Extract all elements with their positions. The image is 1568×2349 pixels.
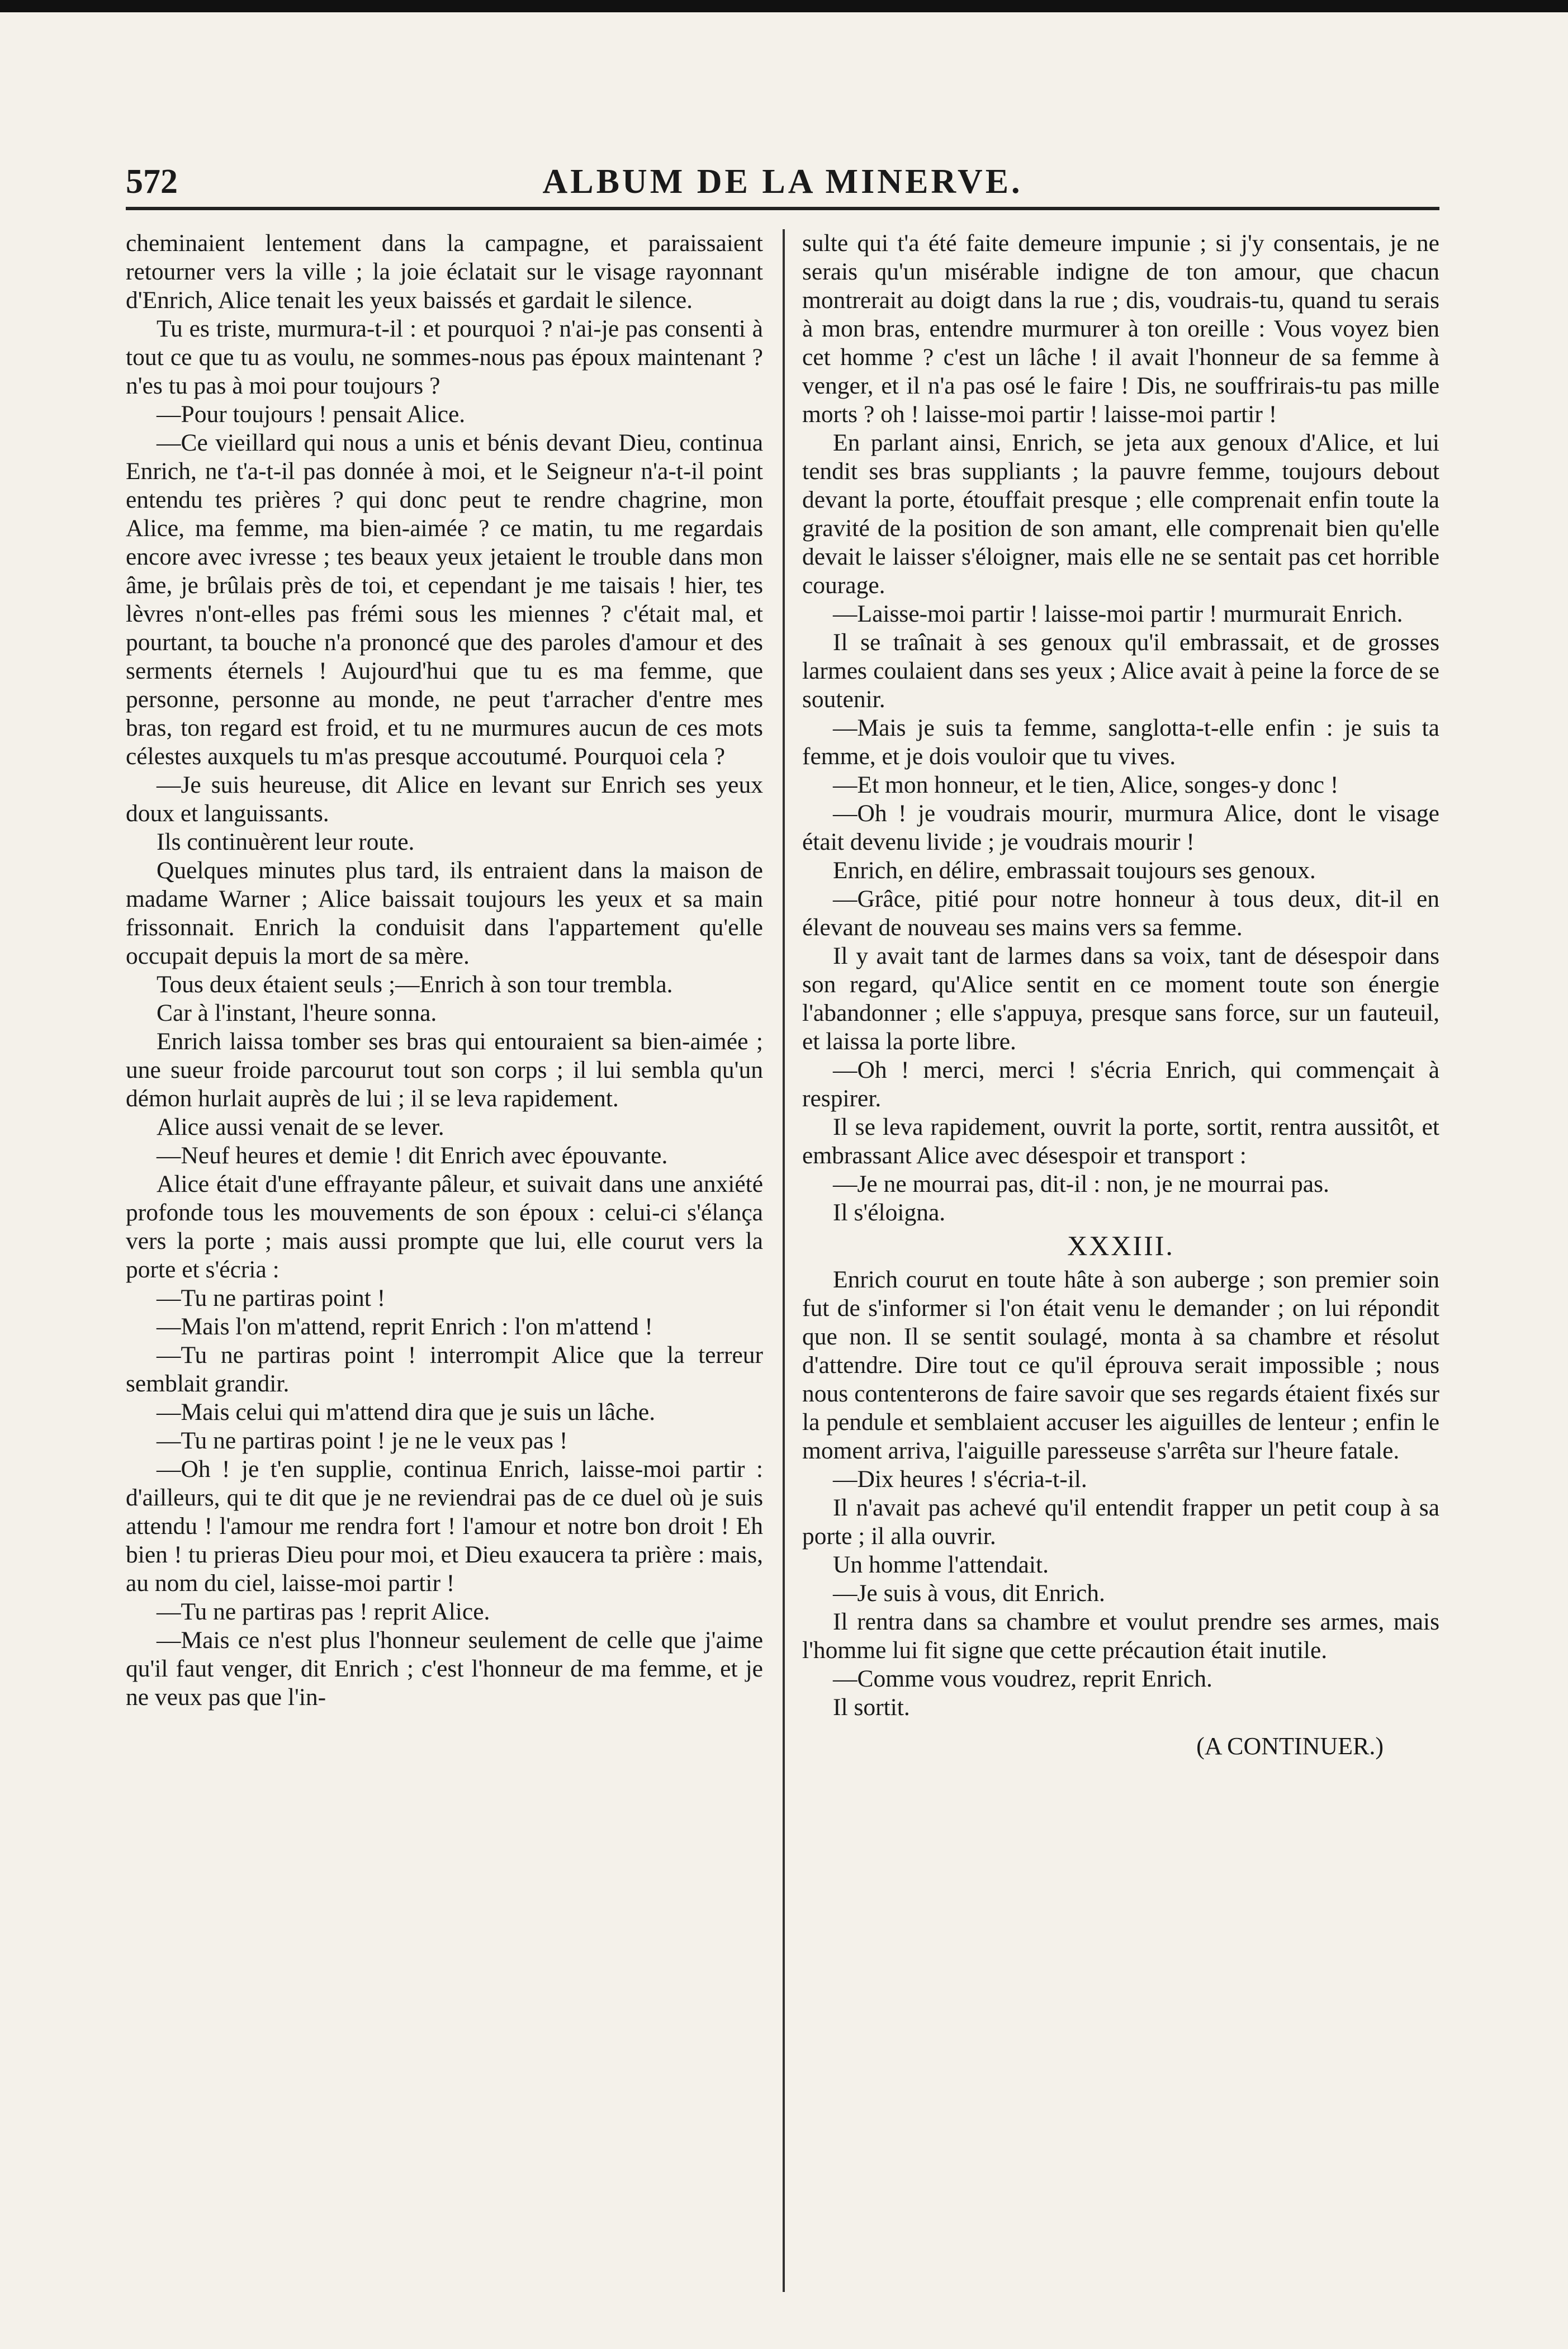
paragraph: Enrich, en délire, embrassait toujours ses genoux.	[833, 857, 1316, 884]
paragraph: sulte qui t'a été faite demeure impunie ; si j'y consentais, je ne serais qu'un misérable indigne de ton amour, que chacun montrerait au doigt dans la rue ; dis, voudrais-tu, quand tu serais à mon bras, entendre murmurer à ton oreille : Vous voyez bien cet homme ? c'est un lâche ! il avait l'honneur de sa femme à venger, et il n'a pas osé le faire ! Dis, ne souffrirais-tu pas mille morts ? oh ! laisse-moi partir ! laisse-moi partir !	[802, 230, 1439, 428]
paragraph: —Tu ne partiras pas ! reprit Alice.	[157, 1598, 490, 1625]
paragraph: —Je ne mourrai pas, dit-il : non, je ne mourrai pas.	[833, 1171, 1329, 1197]
paragraph: —Comme vous voudrez, reprit Enrich.	[833, 1665, 1212, 1692]
paragraph: —Mais ce n'est plus l'honneur seulement de celle que j'aime qu'il faut venger, dit Enrich ; c'est l'honneur de ma femme, et je ne veux pas que l'in-	[126, 1627, 763, 1711]
paragraph: —Oh ! je voudrais mourir, murmura Alice, dont le visage était devenu livide ; je voudrais mourir !	[802, 800, 1439, 855]
paragraph: —Tu ne partiras point ! je ne le veux pas !	[157, 1427, 568, 1454]
paragraph: —Je suis à vous, dit Enrich.	[833, 1580, 1105, 1607]
paragraph: —Mais l'on m'attend, reprit Enrich : l'on m'attend !	[157, 1313, 653, 1340]
paragraph: Il se leva rapidement, ouvrit la porte, sortit, rentra aussitôt, et embrassant Alice avec désespoir et transport :	[802, 1114, 1439, 1169]
paragraph: Quelques minutes plus tard, ils entraient dans la maison de madame Warner ; Alice baissait toujours les yeux et sa main frissonnait. Enrich la conduisit dans l'appartement qu'elle occupait depuis la mort de sa mère.	[126, 857, 763, 969]
paragraph: Alice aussi venait de se lever.	[157, 1114, 444, 1140]
paragraph: Un homme l'attendait.	[833, 1551, 1049, 1578]
left-column	[126, 229, 763, 1712]
to-be-continued: (A CONTINUER.)	[1196, 1732, 1384, 1760]
paragraph: —Tu ne partiras point !	[157, 1285, 386, 1311]
paragraph: —Pour toujours ! pensait Alice.	[157, 401, 466, 428]
chapter-heading: XXXIII.	[1067, 1230, 1174, 1261]
paragraph: —Mais je suis ta femme, sanglotta-t-elle enfin : je suis ta femme, et je dois vouloir que tu vives.	[802, 714, 1439, 770]
paragraph: Il n'avait pas achevé qu'il entendit frapper un petit coup à sa porte ; il alla ouvrir.	[802, 1494, 1439, 1550]
paragraph: Car à l'instant, l'heure sonna.	[157, 1000, 437, 1026]
paragraph: —Oh ! je t'en supplie, continua Enrich, laisse-moi partir : d'ailleurs, qui te dit que je ne reviendrai pas de ce duel où je suis attendu ! l'amour me rendra fort ! l'amour et notre bon droit ! Eh bien ! tu prieras Dieu pour moi, et Dieu exaucera ta prière : mais, au nom du ciel, laisse-moi partir !	[126, 1456, 763, 1597]
paragraph: cheminaient lentement dans la campagne, et paraissaient retourner vers la ville ; la joie éclatait sur le visage rayonnant d'Enrich, Alice tenait les yeux baissés et gardait le silence.	[126, 230, 763, 314]
paragraph: Enrich courut en toute hâte à son auberge ; son premier soin fut de s'informer si l'on était venu le demander ; on lui répondit que non. Il se sentit soulagé, monta à sa chambre et résolut d'attendre. Dire tout ce qu'il éprouva serait impossible ; nous nous contenterons de faire savoir que ses regards étaient fixés sur la pendule et semblaient accuser les aiguilles de lenteur ; enfin le moment arriva, l'aiguille paresseuse s'arrêta sur l'heure fatale.	[802, 1266, 1439, 1464]
paragraph: Ils continuèrent leur route.	[157, 828, 415, 855]
paragraph: Il sortit.	[833, 1694, 910, 1721]
paragraph: —Oh ! merci, merci ! s'écria Enrich, qui commençait à respirer.	[802, 1057, 1439, 1112]
paragraph: —Mais celui qui m'attend dira que je suis un lâche.	[157, 1399, 656, 1425]
paragraph: Tous deux étaient seuls ;—Enrich à son tour trembla.	[157, 971, 673, 998]
paragraph: —Je suis heureuse, dit Alice en levant sur Enrich ses yeux doux et languissants.	[126, 771, 763, 827]
paragraph: —Neuf heures et demie ! dit Enrich avec épouvante.	[157, 1142, 668, 1169]
paragraph: —Laisse-moi partir ! laisse-moi partir ! murmurait Enrich.	[833, 600, 1403, 627]
paragraph: —Grâce, pitié pour notre honneur à tous deux, dit-il en élevant de nouveau ses mains vers sa femme.	[802, 885, 1439, 941]
running-title: ALBUM DE LA MINERVE.	[542, 163, 1023, 201]
journal-page	[126, 151, 1439, 1760]
top-border	[0, 0, 1568, 12]
text-columns	[126, 229, 1439, 2298]
paragraph: —Ce vieillard qui nous a unis et bénis devant Dieu, continua Enrich, ne t'a-t-il pas donnée à moi, et le Seigneur n'a-t-il point entendu tes prières ? qui donc peut te rendre chagrine, mon Alice, ma femme, ma bien-aimée ? ce matin, tu me regardais encore avec ivresse ; tes beaux yeux jetaient le trouble dans mon âme, je brûlais près de toi, et cependant je me taisais ! hier, tes lèvres n'ont-elles pas frémi sous les miennes ? c'était mal, et pourtant, ta bouche n'a prononcé que des paroles d'amour et des serments éternels ! Aujourd'hui que tu es ma femme, que personne, personne au monde, ne peut t'arracher d'entre mes bras, ton regard est froid, et tu ne murmures aucun de ces mots célestes auxquels tu m'as presque accoutumé. Pourquoi cela ?	[126, 429, 763, 770]
paragraph: En parlant ainsi, Enrich, se jeta aux genoux d'Alice, et lui tendit ses bras suppliants ; la pauvre femme, toujours debout devant la porte, étouffait presque ; elle comprenait enfin toute la gravité de la position de son amant, elle comprenait bien qu'elle devait le laisser s'éloigner, mais elle ne se sentait pas cet horrible courage.	[802, 429, 1439, 599]
paragraph: —Dix heures ! s'écria-t-il.	[833, 1466, 1087, 1493]
paragraph: —Et mon honneur, et le tien, Alice, songes-y donc !	[833, 771, 1339, 798]
paragraph: Il rentra dans sa chambre et voulut prendre ses armes, mais l'homme lui fit signe que cette précaution était inutile.	[802, 1608, 1439, 1664]
header-rule	[126, 207, 1439, 210]
paragraph: Il se traînait à ses genoux qu'il embrassait, et de grosses larmes coulaient dans ses yeux ; Alice avait à peine la force de se soutenir.	[802, 629, 1439, 713]
page-header	[126, 151, 1439, 212]
paragraph: Alice était d'une effrayante pâleur, et suivait dans une anxiété profonde tous les mouvements de son époux : celui-ci s'élança vers la porte ; mais aussi prompte que lui, elle courut vers la porte et s'écria :	[126, 1171, 763, 1283]
column-divider	[783, 229, 785, 2292]
paragraph: —Tu ne partiras point ! interrompit Alice que la terreur semblait grandir.	[126, 1342, 763, 1397]
paragraph: Il s'éloigna.	[833, 1199, 946, 1226]
right-column	[802, 229, 1439, 1760]
paragraph: Enrich laissa tomber ses bras qui entouraient sa bien-aimée ; une sueur froide parcourut tout son corps ; il lui sembla qu'un démon hurlait auprès de lui ; il se leva rapidement.	[126, 1028, 763, 1112]
paragraph: Tu es triste, murmura-t-il : et pourquoi ? n'ai-je pas consenti à tout ce que tu as voulu, ne sommes-nous pas époux maintenant ? n'es tu pas à moi pour toujours ?	[126, 315, 763, 399]
paragraph: Il y avait tant de larmes dans sa voix, tant de désespoir dans son regard, qu'Alice sentit en ce moment toute son énergie l'abandonner ; elle s'appuya, presque sans force, sur un fauteuil, et laissa la porte libre.	[802, 943, 1439, 1055]
page-number: 572	[126, 163, 178, 201]
